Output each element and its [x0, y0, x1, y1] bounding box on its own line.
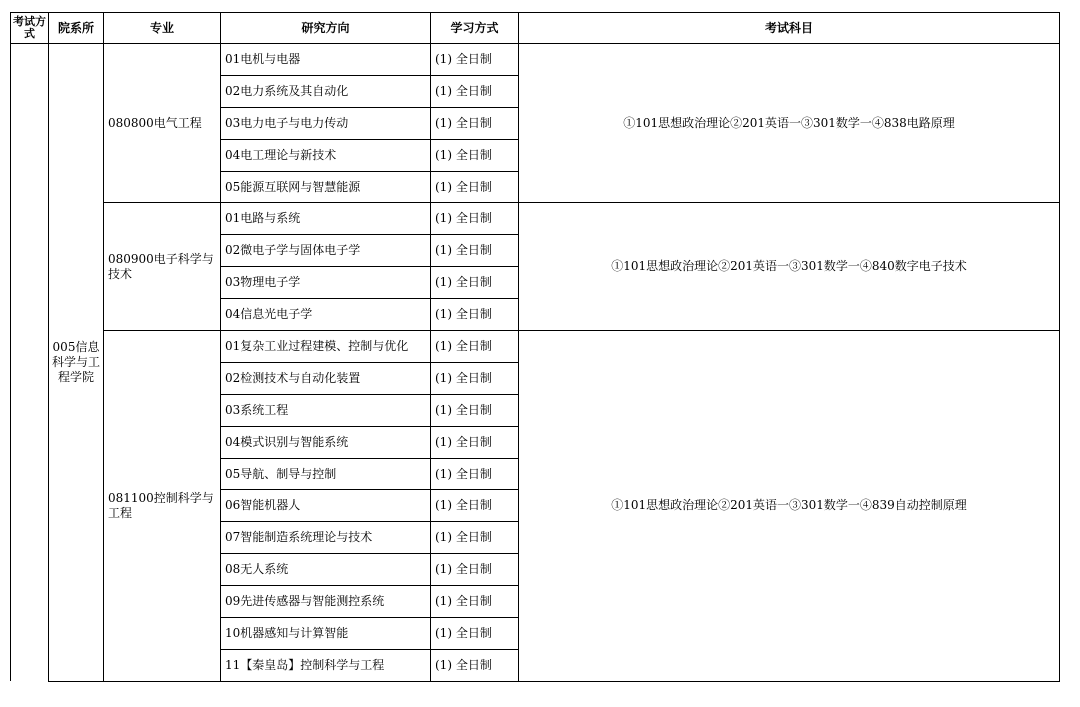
direction-cell: 05能源互联网与智慧能源: [221, 171, 431, 203]
direction-cell: 01复杂工业过程建模、控制与优化: [221, 331, 431, 363]
major-cell: 081100控制科学与工程: [104, 331, 221, 682]
direction-cell: 11【秦皇岛】控制科学与工程: [221, 649, 431, 681]
study-mode-cell: (1) 全日制: [431, 618, 519, 650]
study-mode-cell: (1) 全日制: [431, 554, 519, 586]
study-mode-cell: (1) 全日制: [431, 490, 519, 522]
study-mode-cell: (1) 全日制: [431, 107, 519, 139]
major-cell: 080900电子科学与技术: [104, 203, 221, 331]
direction-cell: 05导航、制导与控制: [221, 458, 431, 490]
study-mode-cell: (1) 全日制: [431, 331, 519, 363]
table-row: [11, 44, 1060, 76]
exam-subjects-cell: ①101思想政治理论②201英语一③301数学一④838电路原理: [519, 44, 1060, 203]
study-mode-cell: (1) 全日制: [431, 426, 519, 458]
study-mode-cell: (1) 全日制: [431, 235, 519, 267]
admissions-table: [10, 12, 1060, 682]
study-mode-cell: (1) 全日制: [431, 267, 519, 299]
table-row: [11, 331, 1060, 363]
direction-cell: 03电力电子与电力传动: [221, 107, 431, 139]
direction-cell: 01电路与系统: [221, 203, 431, 235]
header-exam-subjects: 考试科目: [519, 13, 1060, 44]
study-mode-cell: (1) 全日制: [431, 139, 519, 171]
table-row: [11, 203, 1060, 235]
header-major: 专业: [104, 13, 221, 44]
direction-cell: 04模式识别与智能系统: [221, 426, 431, 458]
header-row: [11, 13, 1060, 44]
department-cell: 005信息科学与工程学院: [49, 44, 104, 682]
study-mode-cell: (1) 全日制: [431, 299, 519, 331]
direction-cell: 10机器感知与计算智能: [221, 618, 431, 650]
header-study-mode: 学习方式: [431, 13, 519, 44]
direction-cell: 02微电子学与固体电子学: [221, 235, 431, 267]
direction-cell: 06智能机器人: [221, 490, 431, 522]
direction-cell: 02电力系统及其自动化: [221, 75, 431, 107]
table-body: [11, 44, 1060, 682]
study-mode-cell: (1) 全日制: [431, 586, 519, 618]
study-mode-cell: (1) 全日制: [431, 362, 519, 394]
exam-subjects-cell: ①101思想政治理论②201英语一③301数学一④839自动控制原理: [519, 331, 1060, 682]
exam-subjects-cell: ①101思想政治理论②201英语一③301数学一④840数字电子技术: [519, 203, 1060, 331]
exam-method-cell: [11, 44, 49, 682]
study-mode-cell: (1) 全日制: [431, 203, 519, 235]
direction-cell: 08无人系统: [221, 554, 431, 586]
direction-cell: 03物理电子学: [221, 267, 431, 299]
direction-cell: 04信息光电子学: [221, 299, 431, 331]
direction-cell: 03系统工程: [221, 394, 431, 426]
study-mode-cell: (1) 全日制: [431, 522, 519, 554]
study-mode-cell: (1) 全日制: [431, 394, 519, 426]
study-mode-cell: (1) 全日制: [431, 44, 519, 76]
direction-cell: 04电工理论与新技术: [221, 139, 431, 171]
header-department: 院系所: [49, 13, 104, 44]
study-mode-cell: (1) 全日制: [431, 649, 519, 681]
direction-cell: 09先进传感器与智能测控系统: [221, 586, 431, 618]
header-direction: 研究方向: [221, 13, 431, 44]
header-exam-method: 考试方式: [11, 13, 49, 44]
direction-cell: 01电机与电器: [221, 44, 431, 76]
study-mode-cell: (1) 全日制: [431, 171, 519, 203]
direction-cell: 02检测技术与自动化装置: [221, 362, 431, 394]
study-mode-cell: (1) 全日制: [431, 458, 519, 490]
major-cell: 080800电气工程: [104, 44, 221, 203]
study-mode-cell: (1) 全日制: [431, 75, 519, 107]
direction-cell: 07智能制造系统理论与技术: [221, 522, 431, 554]
